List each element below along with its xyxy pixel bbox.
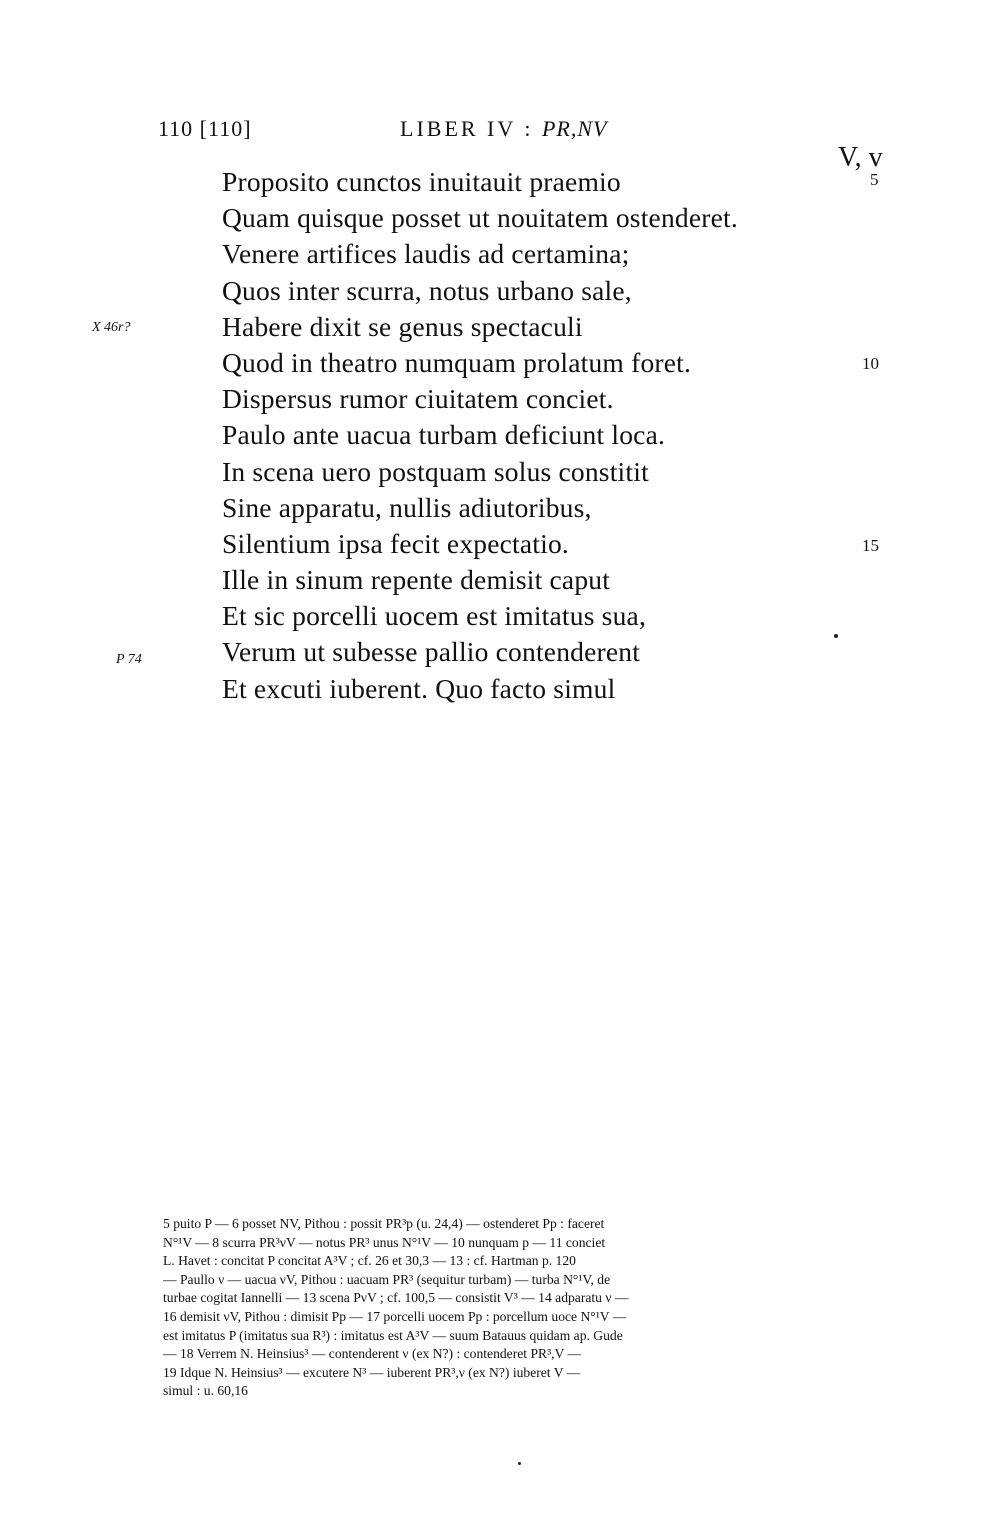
margin-ref-manuscript-p: P 74 (116, 652, 142, 667)
verse-line: Proposito cunctos inuitauit praemio (222, 166, 621, 197)
verse-line: Quod in theatro numquam prolatum foret. (222, 346, 692, 378)
verse-line: Et excuti iuberent. Quo facto simul (222, 672, 616, 704)
apparatus-line: L. Havet : concitat P concitat A³V ; cf. 26 et 30,3 — 13 : cf. Hartman p. 120 (163, 1253, 576, 1269)
apparatus-line: est imitatus P (imitatus sua R³) : imitatus est A³V — suum Batauus quidam ap. Gude (163, 1327, 623, 1343)
print-speck (834, 634, 838, 638)
critical-apparatus (163, 1215, 895, 1401)
verse-line: Verum ut subesse pallio contenderent (222, 636, 641, 668)
verse-line: Ille in sinum repente demisit caput (222, 564, 611, 596)
running-title-roman: LIBER IV : (400, 116, 542, 141)
line-number: 15 (862, 536, 879, 555)
verse-line: Silentium ipsa fecit expectatio. (222, 527, 569, 559)
verse-line: Quos inter scurra, notus urbano sale, (222, 274, 632, 306)
apparatus-line: 5 puito P — 6 posset NV, Pithou : possit PR³p (u. 24,4) — ostenderet Pp : faceret (163, 1216, 605, 1231)
apparatus-line: turbae cogitat Iannelli — 13 scena PνV ; cf. 100,5 — consistit V³ — 14 adparatu ν — (163, 1290, 629, 1306)
verse-line: In scena uero postquam solus constitit (222, 455, 649, 487)
running-title (400, 116, 607, 142)
verse-line: Et sic porcelli uocem est imitatus sua, (222, 600, 647, 632)
verse-line: Quam quisque posset ut nouitatem ostenderet. (222, 202, 738, 234)
verse-line: Venere artifices laudis ad certamina; (222, 238, 630, 270)
verse-block (222, 164, 738, 707)
print-speck (518, 1462, 521, 1465)
verse-line: Habere dixit se genus spectaculi (222, 310, 583, 342)
page-number: 110 [110] (158, 116, 252, 141)
apparatus-line: N°¹V — 8 scurra PR³νV — notus PR³ unus N°¹V — 10 nunquam p — 11 conciet (163, 1234, 606, 1250)
apparatus-line: — 18 Verrem N. Heinsius³ — contenderent ν (ex N?) : contenderet PR³,V — (163, 1346, 582, 1362)
running-title-sigla: PR,NV (541, 116, 608, 141)
line-number: 5 (870, 170, 879, 189)
line-number: 10 (862, 354, 879, 373)
fable-reference: V, v (838, 142, 883, 173)
apparatus-line: — Paullo ν — uacua νV, Pithou : uacuam PR³ (sequitur turbam) — turba N°¹V, de (163, 1271, 611, 1287)
verse-line: Paulo ante uacua turbam deficiunt loca. (222, 419, 666, 451)
apparatus-line: simul : u. 60,16 (163, 1383, 248, 1399)
verse-line: Dispersus rumor ciuitatem conciet. (222, 383, 614, 415)
margin-ref-manuscript-x: X 46r? (92, 320, 131, 335)
apparatus-line: 19 Idque N. Heinsius³ — excutere N³ — iuberent PR³,ν (ex N?) iuberet V — (163, 1364, 581, 1380)
verse-line: Sine apparatu, nullis adiutoribus, (222, 491, 592, 523)
apparatus-line: 16 demisit νV, Pithou : dimisit Pp — 17 porcelli uocem Pp : porcellum uoce N°¹V — (163, 1308, 627, 1324)
